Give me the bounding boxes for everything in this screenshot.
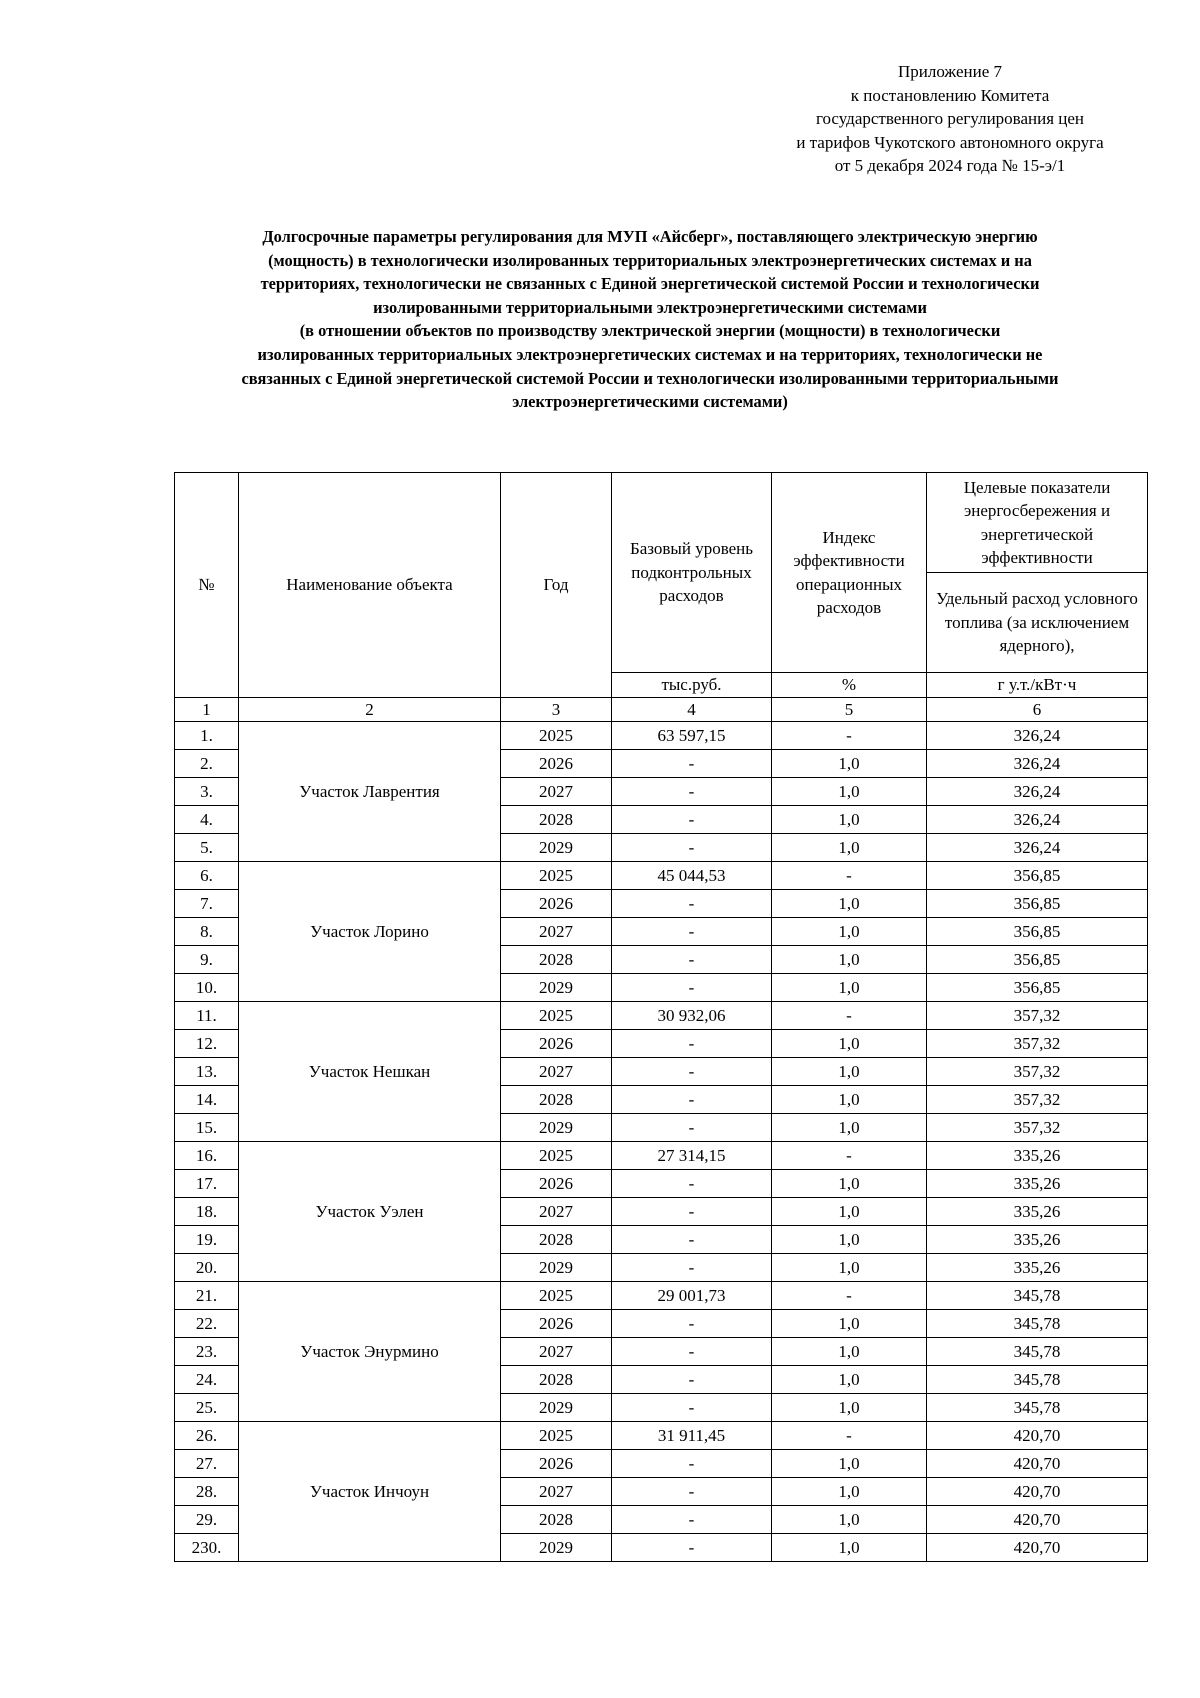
table-row (175, 1142, 1148, 1170)
cell-num: 26. (175, 1422, 239, 1450)
cell-num: 28. (175, 1478, 239, 1506)
header-efficiency-index: Индекс эффективности операционных расходов (772, 473, 927, 673)
cell-num: 3. (175, 778, 239, 806)
cell-year: 2025 (501, 862, 612, 890)
cell-efficiency-index: 1,0 (772, 1226, 927, 1254)
cell-efficiency-index: 1,0 (772, 1198, 927, 1226)
title-line: (мощность) в технологически изолированных территориальных электроэнергетических системах и на (268, 250, 1032, 270)
cell-fuel-consumption: 345,78 (927, 1310, 1148, 1338)
cell-fuel-consumption: 420,70 (927, 1422, 1148, 1450)
cell-num: 1. (175, 722, 239, 750)
cell-num: 7. (175, 890, 239, 918)
cell-base-level: - (612, 1394, 772, 1422)
cell-base-level: - (612, 946, 772, 974)
cell-object-name: Участок Лорино (239, 862, 501, 1002)
cell-fuel-consumption: 420,70 (927, 1450, 1148, 1478)
cell-base-level: 27 314,15 (612, 1142, 772, 1170)
cell-efficiency-index: 1,0 (772, 778, 927, 806)
header-name: Наименование объекта (239, 473, 501, 698)
cell-fuel-consumption: 335,26 (927, 1170, 1148, 1198)
cell-fuel-consumption: 335,26 (927, 1254, 1148, 1282)
cell-efficiency-index: 1,0 (772, 1534, 927, 1562)
cell-fuel-consumption: 356,85 (927, 946, 1148, 974)
cell-efficiency-index: 1,0 (772, 1114, 927, 1142)
cell-num: 20. (175, 1254, 239, 1282)
cell-year: 2025 (501, 1422, 612, 1450)
cell-num: 230. (175, 1534, 239, 1562)
cell-fuel-consumption: 326,24 (927, 834, 1148, 862)
cell-efficiency-index: 1,0 (772, 1450, 927, 1478)
column-number: 4 (612, 697, 772, 722)
cell-year: 2026 (501, 1310, 612, 1338)
cell-object-name: Участок Нешкан (239, 1002, 501, 1142)
cell-object-name: Участок Уэлен (239, 1142, 501, 1282)
cell-fuel-consumption: 326,24 (927, 778, 1148, 806)
cell-efficiency-index: 1,0 (772, 974, 927, 1002)
cell-num: 18. (175, 1198, 239, 1226)
cell-fuel-consumption: 420,70 (927, 1506, 1148, 1534)
column-number: 3 (501, 697, 612, 722)
appendix-line: и тарифов Чукотского автономного округа (796, 132, 1104, 152)
cell-fuel-consumption: 326,24 (927, 806, 1148, 834)
cell-base-level: - (612, 1338, 772, 1366)
cell-base-level: - (612, 1450, 772, 1478)
cell-efficiency-index: 1,0 (772, 806, 927, 834)
cell-year: 2029 (501, 1534, 612, 1562)
title-line: электроэнергетическими системами) (512, 392, 788, 412)
cell-fuel-consumption: 420,70 (927, 1478, 1148, 1506)
column-number: 1 (175, 697, 239, 722)
table-body (175, 722, 1148, 1562)
cell-num: 10. (175, 974, 239, 1002)
cell-num: 27. (175, 1450, 239, 1478)
cell-fuel-consumption: 357,32 (927, 1058, 1148, 1086)
cell-fuel-consumption: 356,85 (927, 862, 1148, 890)
cell-base-level: - (612, 1198, 772, 1226)
document-title (150, 225, 1150, 414)
cell-base-level: - (612, 890, 772, 918)
cell-fuel-consumption: 345,78 (927, 1394, 1148, 1422)
cell-efficiency-index: 1,0 (772, 918, 927, 946)
cell-year: 2026 (501, 890, 612, 918)
cell-year: 2026 (501, 1030, 612, 1058)
cell-efficiency-index: - (772, 1422, 927, 1450)
cell-num: 2. (175, 750, 239, 778)
table-row (175, 1002, 1148, 1030)
cell-efficiency-index: - (772, 1142, 927, 1170)
cell-base-level: - (612, 974, 772, 1002)
cell-year: 2028 (501, 1366, 612, 1394)
appendix-line: Приложение 7 (898, 62, 1002, 81)
cell-efficiency-index: 1,0 (772, 1506, 927, 1534)
cell-efficiency-index: - (772, 1002, 927, 1030)
cell-efficiency-index: - (772, 1282, 927, 1310)
cell-efficiency-index: - (772, 862, 927, 890)
cell-year: 2026 (501, 1450, 612, 1478)
cell-base-level: - (612, 806, 772, 834)
cell-base-level: 63 597,15 (612, 722, 772, 750)
cell-fuel-consumption: 326,24 (927, 722, 1148, 750)
cell-num: 4. (175, 806, 239, 834)
cell-efficiency-index: 1,0 (772, 1310, 927, 1338)
cell-base-level: - (612, 918, 772, 946)
cell-fuel-consumption: 420,70 (927, 1534, 1148, 1562)
cell-efficiency-index: 1,0 (772, 1254, 927, 1282)
cell-year: 2026 (501, 750, 612, 778)
cell-year: 2025 (501, 1142, 612, 1170)
cell-fuel-consumption: 345,78 (927, 1282, 1148, 1310)
appendix-line: государственного регулирования цен (815, 109, 1085, 128)
cell-year: 2027 (501, 918, 612, 946)
cell-base-level: - (612, 1114, 772, 1142)
cell-base-level: 45 044,53 (612, 862, 772, 890)
cell-year: 2029 (501, 834, 612, 862)
cell-num: 8. (175, 918, 239, 946)
cell-year: 2028 (501, 806, 612, 834)
cell-year: 2027 (501, 1478, 612, 1506)
header-year: Год (501, 473, 612, 698)
cell-year: 2028 (501, 1226, 612, 1254)
cell-num: 5. (175, 834, 239, 862)
cell-efficiency-index: 1,0 (772, 750, 927, 778)
cell-fuel-consumption: 357,32 (927, 1030, 1148, 1058)
cell-object-name: Участок Инчоун (239, 1422, 501, 1562)
table-row (175, 722, 1148, 750)
cell-num: 17. (175, 1170, 239, 1198)
cell-efficiency-index: 1,0 (772, 1030, 927, 1058)
header-targets: Целевые показатели энергосбережения и энергетической эффективности (927, 473, 1148, 573)
cell-efficiency-index: - (772, 722, 927, 750)
table-row (175, 862, 1148, 890)
cell-fuel-consumption: 335,26 (927, 1226, 1148, 1254)
cell-year: 2029 (501, 974, 612, 1002)
cell-year: 2026 (501, 1170, 612, 1198)
cell-base-level: - (612, 1366, 772, 1394)
parameters-table (174, 472, 1148, 1562)
cell-num: 19. (175, 1226, 239, 1254)
cell-year: 2027 (501, 1338, 612, 1366)
title-line: (в отношении объектов по производству электрической энергии (мощности) в технологически (299, 321, 1001, 341)
cell-year: 2028 (501, 946, 612, 974)
cell-efficiency-index: 1,0 (772, 1366, 927, 1394)
cell-base-level: - (612, 778, 772, 806)
title-line: территориях, технологически не связанных с Единой энергетической системой России и технологически (260, 274, 1040, 294)
appendix-line: к постановлению Комитета (850, 85, 1050, 105)
cell-num: 9. (175, 946, 239, 974)
cell-fuel-consumption: 335,26 (927, 1142, 1148, 1170)
cell-fuel-consumption: 335,26 (927, 1198, 1148, 1226)
cell-base-level: - (612, 1506, 772, 1534)
cell-base-level: - (612, 1030, 772, 1058)
cell-year: 2025 (501, 1282, 612, 1310)
table-row (175, 1422, 1148, 1450)
cell-base-level: - (612, 750, 772, 778)
cell-base-level: 29 001,73 (612, 1282, 772, 1310)
cell-efficiency-index: 1,0 (772, 1394, 927, 1422)
cell-efficiency-index: 1,0 (772, 1478, 927, 1506)
column-number: 5 (772, 697, 927, 722)
title-line: изолированными территориальными электроэнергетическими системами (373, 297, 927, 317)
cell-base-level: - (612, 1170, 772, 1198)
cell-fuel-consumption: 356,85 (927, 890, 1148, 918)
title-line: изолированных территориальных электроэнергетических системах и на территориях, технологически не (257, 344, 1043, 364)
cell-base-level: 31 911,45 (612, 1422, 772, 1450)
unit-fuel: г у.т./кВт·ч (927, 673, 1148, 698)
cell-efficiency-index: 1,0 (772, 1338, 927, 1366)
cell-year: 2028 (501, 1506, 612, 1534)
cell-efficiency-index: 1,0 (772, 834, 927, 862)
unit-index: % (772, 673, 927, 698)
cell-fuel-consumption: 326,24 (927, 750, 1148, 778)
column-number: 6 (927, 697, 1148, 722)
column-number: 2 (239, 697, 501, 722)
cell-num: 29. (175, 1506, 239, 1534)
cell-efficiency-index: 1,0 (772, 1058, 927, 1086)
cell-base-level: - (612, 1058, 772, 1086)
title-line: Долгосрочные параметры регулирования для МУП «Айсберг», поставляющего электрическую энергию (262, 227, 1038, 246)
cell-fuel-consumption: 357,32 (927, 1002, 1148, 1030)
cell-base-level: - (612, 834, 772, 862)
header-base-level: Базовый уровень подконтрольных расходов (612, 473, 772, 673)
cell-year: 2029 (501, 1394, 612, 1422)
cell-object-name: Участок Лаврентия (239, 722, 501, 862)
cell-fuel-consumption: 356,85 (927, 974, 1148, 1002)
cell-num: 11. (175, 1002, 239, 1030)
cell-fuel-consumption: 345,78 (927, 1338, 1148, 1366)
unit-base: тыс.руб. (612, 673, 772, 698)
cell-year: 2025 (501, 1002, 612, 1030)
appendix-header (770, 60, 1130, 178)
cell-num: 15. (175, 1114, 239, 1142)
appendix-line: от 5 декабря 2024 года № 15-э/1 (834, 156, 1066, 175)
cell-efficiency-index: 1,0 (772, 946, 927, 974)
cell-efficiency-index: 1,0 (772, 1086, 927, 1114)
cell-num: 21. (175, 1282, 239, 1310)
cell-num: 13. (175, 1058, 239, 1086)
cell-num: 14. (175, 1086, 239, 1114)
cell-base-level: - (612, 1310, 772, 1338)
cell-year: 2025 (501, 722, 612, 750)
cell-base-level: - (612, 1254, 772, 1282)
cell-fuel-consumption: 345,78 (927, 1366, 1148, 1394)
cell-num: 6. (175, 862, 239, 890)
cell-year: 2027 (501, 1198, 612, 1226)
cell-year: 2029 (501, 1114, 612, 1142)
cell-base-level: - (612, 1226, 772, 1254)
cell-year: 2028 (501, 1086, 612, 1114)
cell-efficiency-index: 1,0 (772, 1170, 927, 1198)
title-line: связанных с Единой энергетической системой России и технологически изолированными территориальными (241, 368, 1059, 388)
cell-num: 24. (175, 1366, 239, 1394)
cell-object-name: Участок Энурмино (239, 1282, 501, 1422)
cell-fuel-consumption: 357,32 (927, 1114, 1148, 1142)
cell-efficiency-index: 1,0 (772, 890, 927, 918)
header-fuel-consumption: Удельный расход условного топлива (за исключением ядерного), (927, 573, 1148, 673)
cell-base-level: - (612, 1086, 772, 1114)
cell-base-level: 30 932,06 (612, 1002, 772, 1030)
cell-year: 2029 (501, 1254, 612, 1282)
cell-num: 23. (175, 1338, 239, 1366)
cell-year: 2027 (501, 1058, 612, 1086)
cell-num: 22. (175, 1310, 239, 1338)
header-num: № (175, 473, 239, 698)
cell-num: 12. (175, 1030, 239, 1058)
cell-num: 16. (175, 1142, 239, 1170)
cell-fuel-consumption: 356,85 (927, 918, 1148, 946)
cell-fuel-consumption: 357,32 (927, 1086, 1148, 1114)
cell-base-level: - (612, 1478, 772, 1506)
cell-year: 2027 (501, 778, 612, 806)
cell-base-level: - (612, 1534, 772, 1562)
table-row (175, 1282, 1148, 1310)
cell-num: 25. (175, 1394, 239, 1422)
